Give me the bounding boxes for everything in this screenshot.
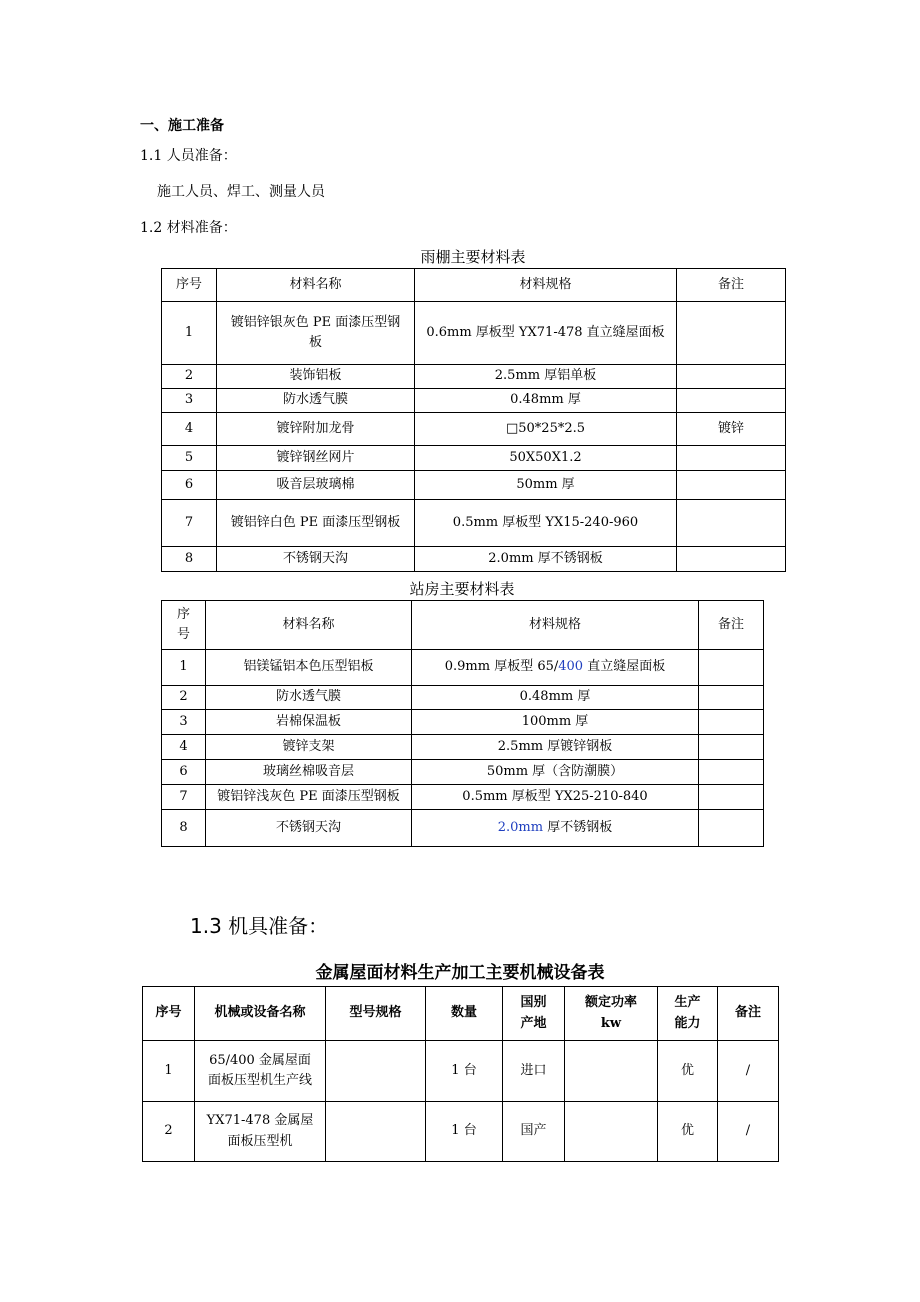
col-header: 材料名称 [206, 601, 412, 650]
cell [565, 1041, 658, 1102]
table-row [162, 760, 764, 785]
cell: 进口 [503, 1041, 565, 1102]
cell: / [718, 1102, 779, 1162]
col-header: 材料规格 [412, 601, 699, 650]
cell: 3 [162, 710, 206, 735]
canopy-materials-table [161, 268, 786, 572]
cell: 5 [162, 446, 217, 471]
cell: 0.5mm 厚板型 YX15-240-960 [415, 500, 677, 547]
cell: 2.5mm 厚镀锌钢板 [412, 735, 699, 760]
table3-caption: 金属屋面材料生产加工主要机械设备表 [315, 963, 605, 983]
table-row [162, 389, 786, 413]
cell [699, 710, 764, 735]
cell: 2.5mm 厚铝单板 [415, 365, 677, 389]
station-materials-table [161, 600, 764, 847]
section-title: 一、施工准备 [140, 118, 224, 134]
cell: 100mm 厚 [412, 710, 699, 735]
cell: 7 [162, 500, 217, 547]
cell: 50X50X1.2 [415, 446, 677, 471]
cell: □50*25*2.5 [415, 413, 677, 446]
cell: 岩棉保温板 [206, 710, 412, 735]
spec-text: 直立缝屋面板 [583, 659, 666, 675]
heading-equipment: 1.3 机具准备： [190, 914, 329, 938]
table-row [162, 650, 764, 686]
table1-caption: 雨棚主要材料表 [420, 248, 526, 266]
cell: 0.48mm 厚 [412, 686, 699, 710]
col-header: 型号规格 [326, 987, 426, 1041]
cell: 7 [162, 785, 206, 810]
col-header: 数量 [426, 987, 503, 1041]
cell [677, 365, 786, 389]
cell: 镀铝锌银灰色 PE 面漆压型钢板 [217, 302, 415, 365]
cell: 8 [162, 547, 217, 572]
cell: 吸音层玻璃棉 [217, 471, 415, 500]
cell: 2.0mm 厚不锈钢板 [415, 547, 677, 572]
cell [699, 650, 764, 686]
cell: 2 [162, 686, 206, 710]
table2-caption: 站房主要材料表 [409, 580, 515, 598]
table-row [162, 710, 764, 735]
table-row [162, 500, 786, 547]
cell: 优 [658, 1041, 718, 1102]
personnel-text: 施工人员、焊工、测量人员 [157, 184, 325, 200]
table-row [162, 735, 764, 760]
cell: / [718, 1041, 779, 1102]
cell: 不锈钢天沟 [206, 810, 412, 847]
cell [412, 810, 699, 847]
cell: 0.48mm 厚 [415, 389, 677, 413]
cell: 1 [162, 302, 217, 365]
cell: 1 台 [426, 1041, 503, 1102]
cell [699, 810, 764, 847]
cell: 镀锌附加龙骨 [217, 413, 415, 446]
cell: 1 [162, 650, 206, 686]
cell: 4 [162, 413, 217, 446]
cell: 2 [143, 1102, 195, 1162]
cell: 1 台 [426, 1102, 503, 1162]
cell [699, 760, 764, 785]
cell [326, 1041, 426, 1102]
cell: 镀锌支架 [206, 735, 412, 760]
cell: 防水透气膜 [206, 686, 412, 710]
cell: 铝镁锰铝本色压型铝板 [206, 650, 412, 686]
col-header: 序号 [162, 269, 217, 302]
cell: 50mm 厚（含防潮膜） [412, 760, 699, 785]
cell: 0.6mm 厚板型 YX71-478 直立缝屋面板 [415, 302, 677, 365]
table-row [162, 471, 786, 500]
cell [412, 650, 699, 686]
cell: 8 [162, 810, 206, 847]
heading-personnel: 1.1 人员准备： [140, 148, 237, 164]
cell: 装饰铝板 [217, 365, 415, 389]
spec-highlight: 2.0mm [497, 819, 544, 835]
table-row [143, 1102, 779, 1162]
cell: 防水透气膜 [217, 389, 415, 413]
table-row [162, 810, 764, 847]
table-row [162, 446, 786, 471]
cell [699, 686, 764, 710]
table-row [162, 302, 786, 365]
cell [326, 1102, 426, 1162]
cell: 玻璃丝棉吸音层 [206, 760, 412, 785]
table-row [162, 686, 764, 710]
cell: 50mm 厚 [415, 471, 677, 500]
cell: 6 [162, 471, 217, 500]
cell: 优 [658, 1102, 718, 1162]
cell: 不锈钢天沟 [217, 547, 415, 572]
col-header: 机械或设备名称 [195, 987, 326, 1041]
col-header: 备注 [718, 987, 779, 1041]
cell: 65/400 金属屋面面板压型机生产线 [195, 1041, 326, 1102]
table-row [162, 365, 786, 389]
spec-text: 0.9mm 厚板型 65/ [444, 659, 559, 675]
col-header: 材料规格 [415, 269, 677, 302]
cell [699, 735, 764, 760]
cell: 镀锌钢丝网片 [217, 446, 415, 471]
col-header: 备注 [699, 601, 764, 650]
cell [677, 389, 786, 413]
equipment-table [142, 986, 779, 1162]
cell: 镀铝锌浅灰色 PE 面漆压型钢板 [206, 785, 412, 810]
cell [677, 446, 786, 471]
col-header: 额定功率kw [565, 987, 658, 1041]
cell [699, 785, 764, 810]
table-row [162, 785, 764, 810]
cell: 2 [162, 365, 217, 389]
col-header: 国别产地 [503, 987, 565, 1041]
table-row [162, 413, 786, 446]
cell: 6 [162, 760, 206, 785]
cell [565, 1102, 658, 1162]
cell [677, 302, 786, 365]
cell: 1 [143, 1041, 195, 1102]
table-row [143, 1041, 779, 1102]
col-header: 备注 [677, 269, 786, 302]
col-header: 序号 [162, 601, 206, 650]
col-header: 材料名称 [217, 269, 415, 302]
cell: 0.5mm 厚板型 YX25-210-840 [412, 785, 699, 810]
col-header: 序号 [143, 987, 195, 1041]
cell: 3 [162, 389, 217, 413]
table-row [162, 547, 786, 572]
cell: 国产 [503, 1102, 565, 1162]
spec-highlight: 400 [558, 659, 584, 675]
cell [677, 500, 786, 547]
cell: 镀锌 [677, 413, 786, 446]
cell: YX71-478 金属屋面板压型机 [195, 1102, 326, 1162]
spec-text: 厚不锈钢板 [543, 819, 613, 835]
cell [677, 547, 786, 572]
cell [677, 471, 786, 500]
cell: 4 [162, 735, 206, 760]
heading-materials: 1.2 材料准备： [140, 220, 237, 236]
col-header: 生产能力 [658, 987, 718, 1041]
cell: 镀铝锌白色 PE 面漆压型钢板 [217, 500, 415, 547]
